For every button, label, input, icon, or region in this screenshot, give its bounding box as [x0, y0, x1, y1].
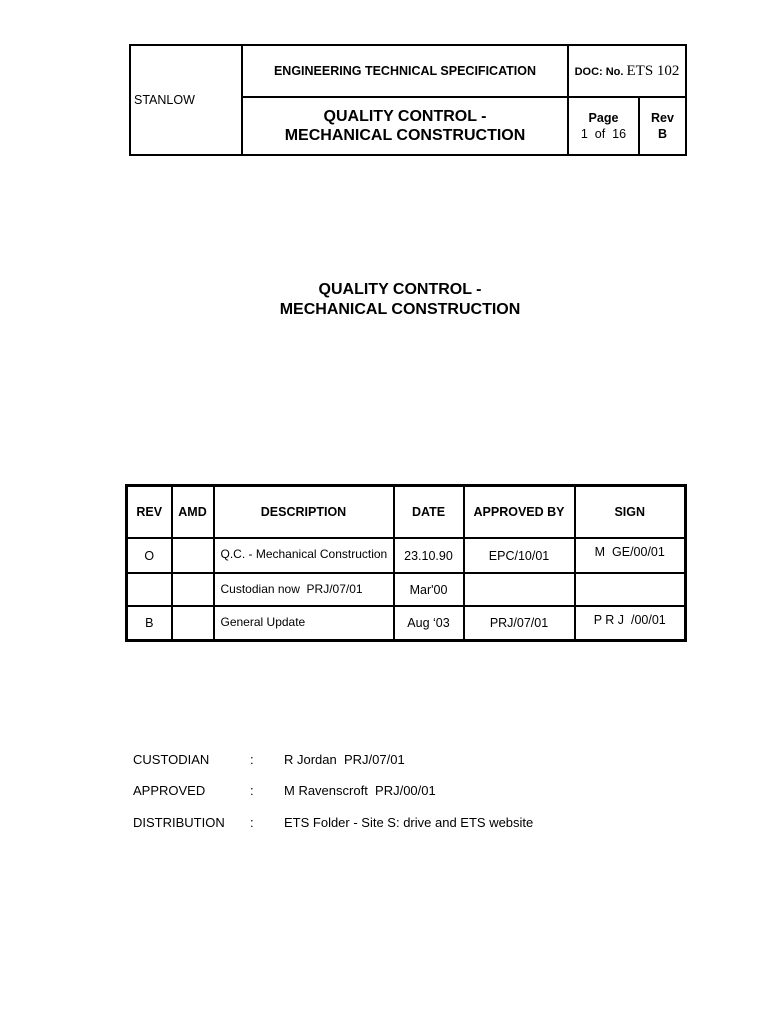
doc-title-line1: QUALITY CONTROL -	[323, 108, 487, 125]
document-header	[129, 44, 687, 156]
custodian-colon: :	[250, 752, 254, 767]
doc-number-cell	[568, 45, 686, 97]
sign-cell: M GE/00/01	[575, 538, 686, 573]
approved-label: APPROVED	[133, 783, 206, 798]
description-cell: General Update	[214, 606, 394, 640]
rev-label: Rev	[651, 111, 674, 125]
approved-colon: :	[250, 783, 254, 798]
rev-cell: B	[127, 606, 172, 640]
col-header-amd: AMD	[172, 486, 214, 539]
table-row	[127, 538, 686, 573]
page-cell	[568, 97, 639, 155]
sign-cell: P R J /00/01	[575, 606, 686, 640]
approved-by-cell: EPC/10/01	[464, 538, 575, 573]
custodian-value: R Jordan PRJ/07/01	[284, 752, 405, 767]
approved-value: M Ravenscroft PRJ/00/01	[284, 783, 436, 798]
distribution-value: ETS Folder - Site S: drive and ETS website	[284, 815, 534, 830]
company-name: STANLOW	[130, 45, 242, 155]
main-title-line1: QUALITY CONTROL -	[318, 281, 482, 298]
amd-cell	[172, 538, 214, 573]
table-row	[127, 573, 686, 606]
rev-cell: O	[127, 538, 172, 573]
col-header-approved-by: APPROVED BY	[464, 486, 575, 539]
rev-cell	[127, 573, 172, 606]
spec-title: ENGINEERING TECHNICAL SPECIFICATION	[242, 45, 568, 97]
distribution-colon: :	[250, 815, 254, 830]
col-header-date: DATE	[394, 486, 464, 539]
distribution-label: DISTRIBUTION	[133, 815, 225, 830]
revision-table	[125, 484, 687, 642]
rev-cell	[639, 97, 686, 155]
main-title	[0, 280, 768, 320]
rev-value: B	[657, 127, 668, 141]
doc-number: ETS 102	[626, 62, 680, 79]
main-title-line2: MECHANICAL CONSTRUCTION	[279, 301, 521, 318]
sign-cell	[575, 573, 686, 606]
description-cell: Custodian now PRJ/07/01	[214, 573, 394, 606]
col-header-sign: SIGN	[575, 486, 686, 539]
custodian-label: CUSTODIAN	[133, 752, 210, 767]
date-cell: Aug ‘03	[394, 606, 464, 640]
page-value: 1 of 16	[580, 127, 627, 141]
doc-title	[242, 97, 568, 155]
approved-by-cell	[464, 573, 575, 606]
description-cell: Q.C. - Mechanical Construction	[214, 538, 394, 573]
page-label: Page	[588, 111, 619, 125]
amd-cell	[172, 606, 214, 640]
doc-number-label: DOC: No.	[574, 65, 624, 78]
approved-by-cell: PRJ/07/01	[464, 606, 575, 640]
table-row	[127, 606, 686, 640]
col-header-description: DESCRIPTION	[214, 486, 394, 539]
amd-cell	[172, 573, 214, 606]
doc-title-line2: MECHANICAL CONSTRUCTION	[284, 127, 526, 144]
col-header-rev: REV	[127, 486, 172, 539]
date-cell: Mar'00	[394, 573, 464, 606]
date-cell: 23.10.90	[394, 538, 464, 573]
